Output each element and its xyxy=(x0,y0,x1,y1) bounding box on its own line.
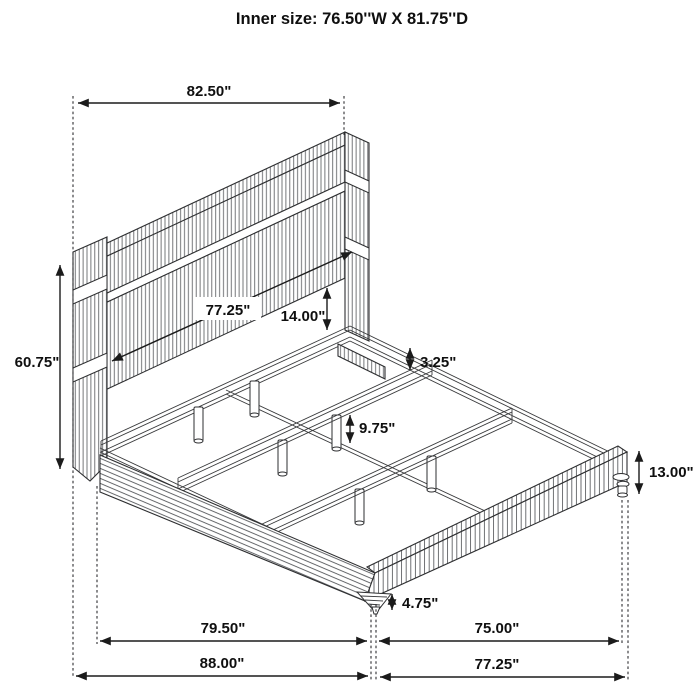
dim-base-inner-depth-label: 79.50" xyxy=(200,620,246,637)
dim-footboard-height-label: 13.00" xyxy=(649,464,694,481)
far-side-rail xyxy=(350,326,622,473)
dim-foot-height-label: 4.75" xyxy=(402,595,439,612)
dim-base-inner-width-label: 75.00" xyxy=(474,620,520,637)
support-leg xyxy=(250,381,259,417)
corner-foot xyxy=(357,592,391,614)
footboard-top-cap xyxy=(367,446,627,573)
dim-headboard-width-label: 82.50" xyxy=(186,83,232,100)
dim-frame-rail-thickness xyxy=(410,348,456,371)
dim-overall-width-label: 77.25" xyxy=(474,656,520,673)
dim-headboard-height-label: 60.75" xyxy=(14,354,60,371)
support-leg xyxy=(194,407,203,443)
dim-foot-height xyxy=(392,594,438,612)
page-title: Inner size: 76.50''W X 81.75''D xyxy=(235,10,469,28)
headboard-right-post xyxy=(345,132,369,341)
dim-headboard-width xyxy=(78,83,340,103)
dim-base-inner-width xyxy=(379,620,619,641)
dim-base-inner-depth xyxy=(100,620,367,641)
support-leg xyxy=(355,489,364,525)
dim-headboard-panel-width-label: 77.25" xyxy=(205,302,251,319)
dim-frame-rail-thickness-label: 3.25" xyxy=(420,354,457,371)
dim-headboard-clearance-label: 14.00" xyxy=(280,308,326,325)
dim-headboard-height xyxy=(15,265,60,469)
side-rail-upholstery xyxy=(100,455,375,601)
dim-support-leg-height xyxy=(350,415,395,443)
dim-footboard-height xyxy=(639,451,694,494)
dim-support-leg-height-label: 9.75" xyxy=(359,420,396,437)
rail-bracket xyxy=(338,344,385,379)
footboard-upholstery xyxy=(365,452,627,601)
support-leg xyxy=(278,440,287,476)
dim-overall-depth-label: 88.00" xyxy=(199,655,245,672)
dim-overall-width xyxy=(380,656,625,677)
upholstered-rails xyxy=(100,446,629,614)
slat-frame xyxy=(100,326,622,582)
dim-overall-depth xyxy=(76,655,368,676)
